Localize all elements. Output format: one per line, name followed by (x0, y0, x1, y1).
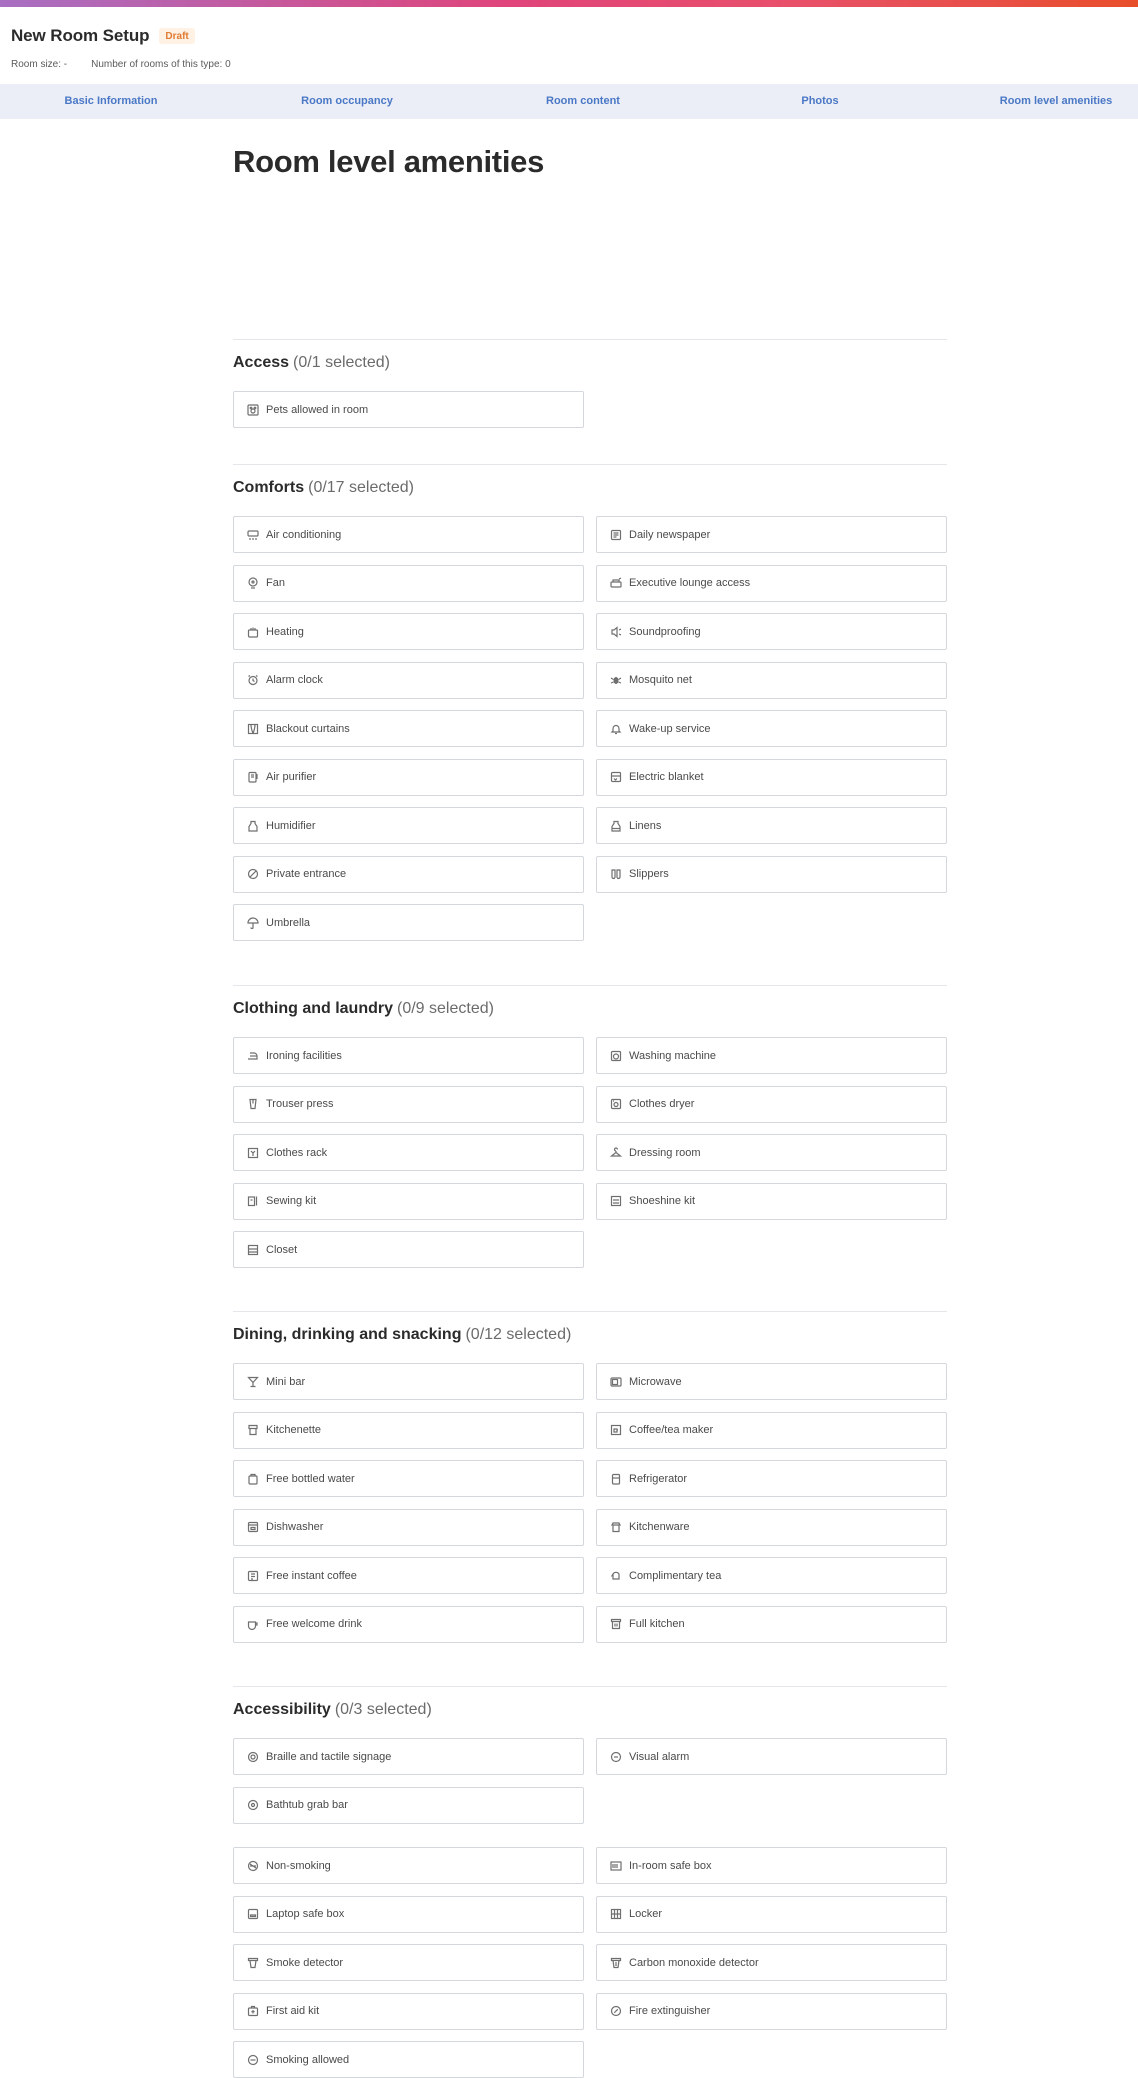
amenity-option[interactable] (596, 1460, 947, 1497)
group-title (233, 479, 414, 497)
heater-icon (246, 625, 259, 638)
amenity-option[interactable] (233, 1460, 584, 1497)
amenity-option[interactable] (233, 391, 584, 428)
no-entry-icon (246, 868, 259, 881)
amenity-option[interactable] (233, 662, 584, 699)
group-selected-count: (0/12 selected) (465, 1326, 572, 1343)
braille-icon (246, 1750, 259, 1763)
cup-icon (246, 1618, 259, 1631)
page-title: New Room Setup (11, 26, 150, 45)
group-selected-count: (0/1 selected) (293, 354, 390, 371)
hanger-icon (609, 1146, 622, 1159)
humidifier-icon (246, 819, 259, 832)
amenity-option[interactable] (233, 807, 584, 844)
amenity-option[interactable] (596, 807, 947, 844)
paw-icon (246, 403, 259, 416)
amenity-option[interactable] (596, 565, 947, 602)
amenity-label: Free instant coffee (266, 1569, 357, 1582)
amenity-option[interactable] (233, 2041, 584, 2078)
visual-alarm-icon (609, 1750, 622, 1763)
amenity-label: Laptop safe box (266, 1908, 345, 1920)
amenity-label: Kitchenware (629, 1521, 690, 1533)
amenity-label: Air purifier (266, 771, 317, 783)
amenity-label: Dishwasher (266, 1521, 324, 1533)
cocktail-icon (246, 1375, 259, 1388)
amenity-option[interactable] (233, 1738, 584, 1775)
amenity-option[interactable] (233, 1363, 584, 1400)
fan-icon (246, 577, 259, 590)
co-detector-icon (609, 1956, 622, 1969)
trouser-press-icon (246, 1098, 259, 1111)
amenity-label: Microwave (629, 1375, 682, 1388)
tea-icon (609, 1569, 622, 1582)
amenity-label: Wake-up service (629, 722, 711, 735)
amenity-label: Private entrance (266, 868, 347, 880)
umbrella-icon (246, 916, 259, 929)
amenity-option[interactable] (233, 1509, 584, 1546)
purifier-icon (246, 771, 259, 784)
bug-icon (609, 674, 622, 687)
amenity-option[interactable] (233, 1086, 584, 1123)
group-title-text: Dining, drinking and snacking (233, 1326, 462, 1343)
amenity-option[interactable] (233, 1037, 584, 1074)
amenity-option[interactable] (596, 1993, 947, 2030)
speaker-icon (609, 625, 622, 638)
sewing-kit-icon (246, 1195, 259, 1208)
amenity-label: Coffee/tea maker (629, 1424, 714, 1436)
amenity-label: Braille and tactile signage (266, 1750, 392, 1763)
tab-basic-information[interactable]: Basic Information (64, 95, 158, 107)
amenity-option[interactable] (596, 710, 947, 747)
amenity-option[interactable] (233, 1787, 584, 1824)
smoke-detector-icon (246, 1956, 259, 1969)
amenity-label: Slippers (629, 868, 669, 880)
first-aid-icon (246, 2005, 259, 2018)
shoeshine-icon (609, 1195, 622, 1208)
amenity-label: Executive lounge access (629, 577, 751, 589)
amenity-option[interactable] (233, 1134, 584, 1171)
amenity-option[interactable] (596, 613, 947, 650)
closet-icon (246, 1243, 259, 1256)
amenity-label: Fan (266, 577, 285, 589)
amenity-option[interactable] (596, 1086, 947, 1123)
lounge-icon (609, 577, 622, 590)
amenity-option[interactable] (233, 1896, 584, 1933)
amenity-label: Smoking allowed (266, 2053, 350, 2066)
amenity-option[interactable] (233, 1993, 584, 2030)
washing-machine-icon (609, 1049, 622, 1062)
smoking-icon (246, 2053, 259, 2066)
amenity-label: Free welcome drink (266, 1618, 362, 1630)
amenity-label: In-room safe box (629, 1859, 712, 1872)
amenity-label: Clothes dryer (629, 1098, 695, 1110)
microwave-icon (609, 1375, 622, 1388)
tab-room-occupancy[interactable]: Room occupancy (301, 95, 393, 107)
amenity-label: Complimentary tea (629, 1569, 722, 1582)
tab-bar (0, 84, 1138, 119)
amenity-label: Humidifier (266, 819, 316, 832)
amenity-option[interactable] (233, 1231, 584, 1268)
amenity-option[interactable] (233, 904, 584, 941)
amenity-option[interactable] (233, 1606, 584, 1643)
alarm-clock-icon (246, 674, 259, 687)
amenity-option[interactable] (596, 1363, 947, 1400)
amenity-label: Pets allowed in room (266, 403, 369, 416)
blanket-icon (609, 771, 622, 784)
amenity-label: Clothes rack (266, 1146, 328, 1159)
amenity-label: Smoke detector (266, 1956, 344, 1969)
amenity-label: Ironing facilities (266, 1049, 342, 1062)
amenity-option[interactable] (596, 1134, 947, 1171)
amenity-option[interactable] (233, 1944, 584, 1981)
amenity-option[interactable] (596, 1847, 947, 1884)
group-selected-count: (0/9 selected) (397, 1000, 494, 1017)
amenity-label: Refrigerator (629, 1472, 688, 1485)
kitchenette-icon (246, 1424, 259, 1437)
linens-icon (609, 819, 622, 832)
air-conditioner-icon (246, 528, 259, 541)
amenity-label: Kitchenette (266, 1424, 322, 1436)
amenity-label: Soundproofing (629, 625, 701, 638)
amenity-option[interactable] (596, 1606, 947, 1643)
group-selected-count: (0/17 selected) (308, 479, 414, 496)
group-title-text: Accessibility (233, 1701, 331, 1718)
status-badge: Draft (159, 28, 194, 44)
amenity-label: Umbrella (266, 916, 311, 929)
slippers-icon (609, 868, 622, 881)
full-kitchen-icon (609, 1618, 622, 1631)
amenity-label: Sewing kit (266, 1195, 317, 1207)
amenity-option[interactable] (596, 1037, 947, 1074)
tab-photos[interactable]: Photos (801, 95, 839, 107)
water-bottle-icon (246, 1472, 259, 1485)
amenity-label: Full kitchen (629, 1618, 685, 1630)
group-title-text: Clothing and laundry (233, 1000, 393, 1017)
coffee-maker-icon (609, 1424, 622, 1437)
amenity-label: Electric blanket (629, 771, 704, 783)
section-heading: Room level amenities (233, 144, 545, 179)
group-title-text: Comforts (233, 479, 305, 496)
newspaper-icon (609, 528, 622, 541)
amenity-option[interactable] (596, 516, 947, 553)
amenity-option[interactable] (596, 1896, 947, 1933)
amenity-label: Linens (629, 819, 662, 832)
amenity-option[interactable] (233, 1183, 584, 1220)
grab-bar-icon (246, 1799, 259, 1812)
laptop-safe-icon (246, 1908, 259, 1921)
amenity-option[interactable] (233, 710, 584, 747)
amenity-option[interactable] (596, 1738, 947, 1775)
amenity-label: Visual alarm (629, 1750, 690, 1763)
amenity-option[interactable] (596, 1183, 947, 1220)
group-divider (233, 464, 947, 465)
amenity-label: Fire extinguisher (629, 2005, 711, 2017)
amenity-option[interactable] (233, 856, 584, 893)
amenity-label: Mosquito net (629, 674, 692, 686)
group-title (233, 1701, 432, 1719)
group-title (233, 354, 390, 372)
curtains-icon (246, 722, 259, 735)
amenity-label: Mini bar (266, 1375, 306, 1388)
amenity-option[interactable] (233, 565, 584, 602)
amenity-label: Shoeshine kit (629, 1195, 696, 1207)
clothes-rack-icon (246, 1146, 259, 1159)
group-selected-count: (0/3 selected) (334, 1701, 432, 1718)
amenity-option[interactable] (596, 1509, 947, 1546)
amenity-label: Free bottled water (266, 1472, 355, 1485)
amenity-label: First aid kit (266, 2005, 320, 2017)
locker-icon (609, 1908, 622, 1921)
group-divider (233, 985, 947, 986)
no-smoking-icon (246, 1859, 259, 1872)
amenity-option[interactable] (233, 1557, 584, 1594)
fire-extinguisher-icon (609, 2005, 622, 2018)
amenity-label: Dressing room (629, 1146, 701, 1159)
amenity-label: Daily newspaper (629, 528, 711, 541)
amenity-label: Bathtub grab bar (266, 1799, 348, 1811)
amenity-option[interactable] (596, 856, 947, 893)
group-divider (233, 1311, 947, 1312)
top-accent-bar (0, 0, 1138, 7)
group-title (233, 1000, 494, 1018)
amenity-option[interactable] (233, 1412, 584, 1449)
kitchenware-icon (609, 1521, 622, 1534)
dishwasher-icon (246, 1521, 259, 1534)
amenity-label: Carbon monoxide detector (629, 1956, 759, 1969)
amenity-option[interactable] (596, 662, 947, 699)
amenity-option[interactable] (233, 613, 584, 650)
amenity-option[interactable] (233, 1847, 584, 1884)
amenity-label: Air conditioning (266, 528, 342, 541)
group-divider (233, 339, 947, 340)
group-title-text: Access (233, 354, 290, 371)
dryer-icon (609, 1098, 622, 1111)
amenity-label: Heating (266, 625, 304, 638)
group-divider (233, 1686, 947, 1687)
amenity-option[interactable] (233, 516, 584, 553)
tab-room-content[interactable]: Room content (546, 95, 620, 107)
amenity-label: Blackout curtains (266, 722, 350, 735)
amenity-option[interactable] (596, 1944, 947, 1981)
bell-icon (609, 722, 622, 735)
amenity-label: Closet (266, 1243, 298, 1256)
safe-icon (609, 1859, 622, 1872)
fridge-icon (609, 1472, 622, 1485)
group-title (233, 1326, 571, 1344)
amenity-label: Alarm clock (266, 674, 323, 686)
amenity-label: Trouser press (266, 1098, 334, 1110)
amenity-option[interactable] (596, 1557, 947, 1594)
amenity-option[interactable] (596, 759, 947, 796)
amenity-option[interactable] (233, 759, 584, 796)
tab-room-level-amenities[interactable]: Room level amenities (999, 95, 1113, 107)
amenity-label: Non-smoking (266, 1859, 331, 1872)
room-size-label: Room size: - (11, 59, 68, 70)
iron-icon (246, 1049, 259, 1062)
coffee-jar-icon (246, 1569, 259, 1582)
page-header (11, 26, 1111, 70)
amenity-label: Locker (629, 1908, 663, 1920)
amenity-label: Washing machine (629, 1049, 717, 1062)
room-count-label: Number of rooms of this type: 0 (91, 59, 231, 70)
amenity-option[interactable] (596, 1412, 947, 1449)
